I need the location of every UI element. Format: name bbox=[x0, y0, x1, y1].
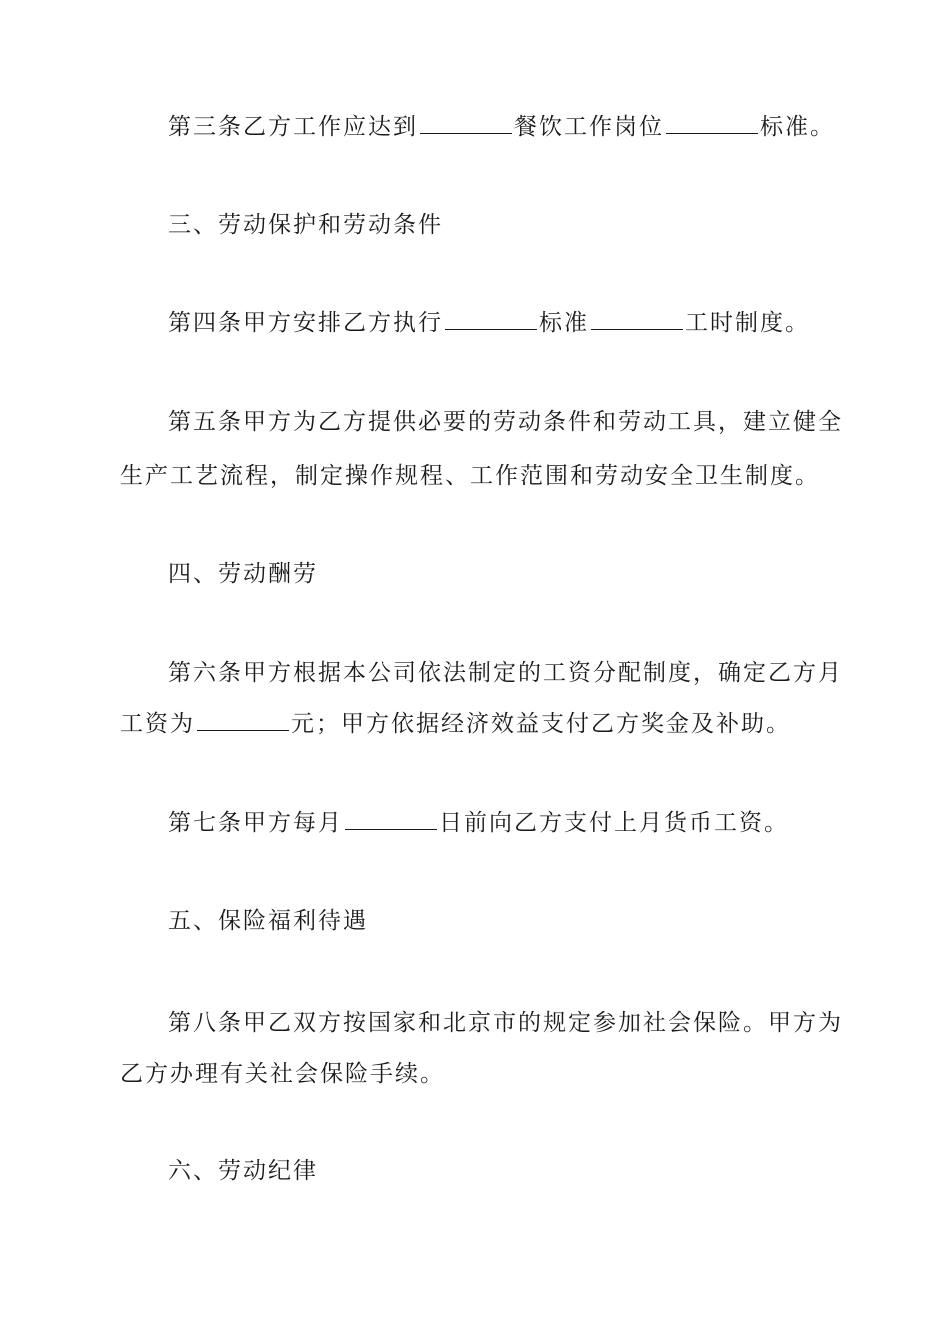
article-5-line-1: 第五条甲方为乙方提供必要的劳动条件和劳动工具，建立健全 bbox=[168, 409, 843, 435]
article-6-line-2 bbox=[0, 707, 950, 741]
article-6-line-1: 第六条甲方根据本公司依法制定的工资分配制度，确定乙方月 bbox=[168, 660, 843, 686]
fill-blank bbox=[197, 708, 289, 731]
fill-blank bbox=[420, 111, 512, 134]
fill-blank bbox=[445, 307, 537, 330]
article-4-text-3: 工时制度。 bbox=[685, 310, 810, 336]
article-4 bbox=[0, 306, 950, 340]
article-3-text-2: 餐饮工作岗位 bbox=[514, 114, 664, 140]
article-8-line-1: 第八条甲乙双方按国家和北京市的规定参加社会保险。甲方为 bbox=[168, 1010, 843, 1036]
article-3-text-3: 标准。 bbox=[760, 114, 835, 140]
section-6-heading: 六、劳动纪律 bbox=[168, 1158, 318, 1184]
article-4-text-1: 第四条甲方安排乙方执行 bbox=[168, 310, 443, 336]
section-4-heading: 四、劳动酬劳 bbox=[168, 561, 318, 587]
article-6-text-1: 工资为 bbox=[120, 711, 195, 737]
fill-blank bbox=[666, 111, 758, 134]
article-3 bbox=[0, 110, 950, 144]
section-5-heading: 五、保险福利待遇 bbox=[168, 908, 368, 934]
fill-blank bbox=[345, 807, 437, 830]
article-7 bbox=[0, 806, 950, 840]
article-6-text-2: 元；甲方依据经济效益支付乙方奖金及补助。 bbox=[291, 711, 791, 737]
section-3-heading: 三、劳动保护和劳动条件 bbox=[168, 212, 443, 238]
fill-blank bbox=[591, 307, 683, 330]
article-7-text-1: 第七条甲方每月 bbox=[168, 810, 343, 836]
article-7-text-2: 日前向乙方支付上月货币工资。 bbox=[439, 810, 789, 836]
article-4-text-2: 标准 bbox=[539, 310, 589, 336]
article-8-line-2: 乙方办理有关社会保险手续。 bbox=[120, 1061, 445, 1087]
article-5-line-2: 生产工艺流程，制定操作规程、工作范围和劳动安全卫生制度。 bbox=[120, 463, 820, 489]
article-3-text-1: 第三条乙方工作应达到 bbox=[168, 114, 418, 140]
